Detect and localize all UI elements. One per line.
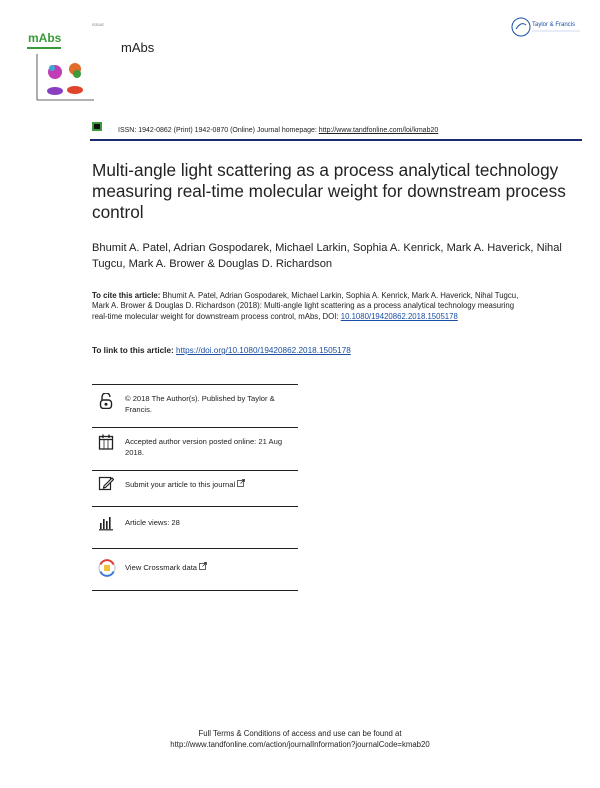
- views-row[interactable]: [92, 506, 298, 549]
- bar-chart-icon: [98, 515, 114, 531]
- submit-row[interactable]: [92, 470, 298, 507]
- article-link[interactable]: https://doi.org/10.1080/19420862.2018.1505178: [176, 346, 351, 355]
- footer-terms-url[interactable]: http://www.tandfonline.com/action/journalInformation?journalCode=kmab20: [170, 740, 430, 749]
- crossmark-row-content: [125, 562, 301, 573]
- header-rule: [90, 139, 582, 141]
- submit-article-link[interactable]: Submit your article to this journal: [125, 480, 236, 489]
- external-link-icon: [237, 479, 245, 487]
- publisher-logo-text: Taylor & Francis: [532, 22, 576, 28]
- cover-label: ISSUE: [92, 22, 105, 27]
- article-link-label: To link to this article:: [92, 346, 177, 355]
- issn-text: ISSN: 1942-0862 (Print) 1942-0870 (Online) Journal homepage:: [118, 127, 319, 134]
- article-link-line: [92, 346, 351, 355]
- article-views: Article views: 28: [125, 518, 180, 527]
- footer-terms: Full Terms & Conditions of access and use can be found at: [198, 729, 402, 738]
- citation-block: [92, 291, 522, 322]
- accepted-row: [92, 427, 298, 471]
- info-bottom-rule: [92, 590, 298, 591]
- journal-cover-icon: [22, 22, 104, 134]
- citation-text: Bhumit A. Patel, Adrian Gospodarek, Michael Larkin, Sophia A. Kenrick, Mark A. Haverick, Nihal Tugcu, Mark A. Brower & Douglas D. Richardson (2018): Multi-angle light scattering as a process analytical technology measuring real-time molecular weight for downstream process control, mAbs, DOI:: [92, 291, 519, 321]
- external-link-icon: [199, 562, 207, 570]
- article-authors: Bhumit A. Patel, Adrian Gospodarek, Michael Larkin, Sophia A. Kenrick, Mark A. Haverick, Nihal Tugcu, Mark A. Brower & Douglas D. Richardson: [92, 242, 562, 270]
- license-text: © 2018 The Author(s). Published by Taylor & Francis.: [125, 394, 275, 414]
- license-row: [92, 384, 298, 428]
- issn-line: [118, 127, 438, 134]
- pencil-icon: [98, 475, 114, 491]
- crossmark-link[interactable]: View Crossmark data: [125, 563, 198, 572]
- citation-label: To cite this article:: [92, 291, 161, 300]
- journal-homepage-link[interactable]: http://www.tandfonline.com/loi/kmab20: [318, 127, 439, 134]
- crossmark-row[interactable]: [92, 548, 298, 592]
- calendar-icon: [98, 434, 114, 450]
- accepted-text: Accepted author version posted online: 21 Aug 2018.: [125, 437, 283, 457]
- doi-link[interactable]: 10.1080/19420862.2018.1505178: [340, 311, 458, 321]
- journal-name: mAbs: [121, 40, 155, 55]
- footer: [100, 728, 500, 750]
- article-title: Multi-angle light scattering as a process analytical technology measuring real-time molecular weight for downstream process control: [92, 160, 566, 222]
- submit-row-content: [125, 479, 301, 490]
- crossmark-icon: [98, 559, 116, 577]
- publisher-logo-icon[interactable]: [510, 16, 584, 38]
- svg-text:mAbs: mAbs: [28, 31, 62, 45]
- open-access-lock-icon: [98, 393, 114, 409]
